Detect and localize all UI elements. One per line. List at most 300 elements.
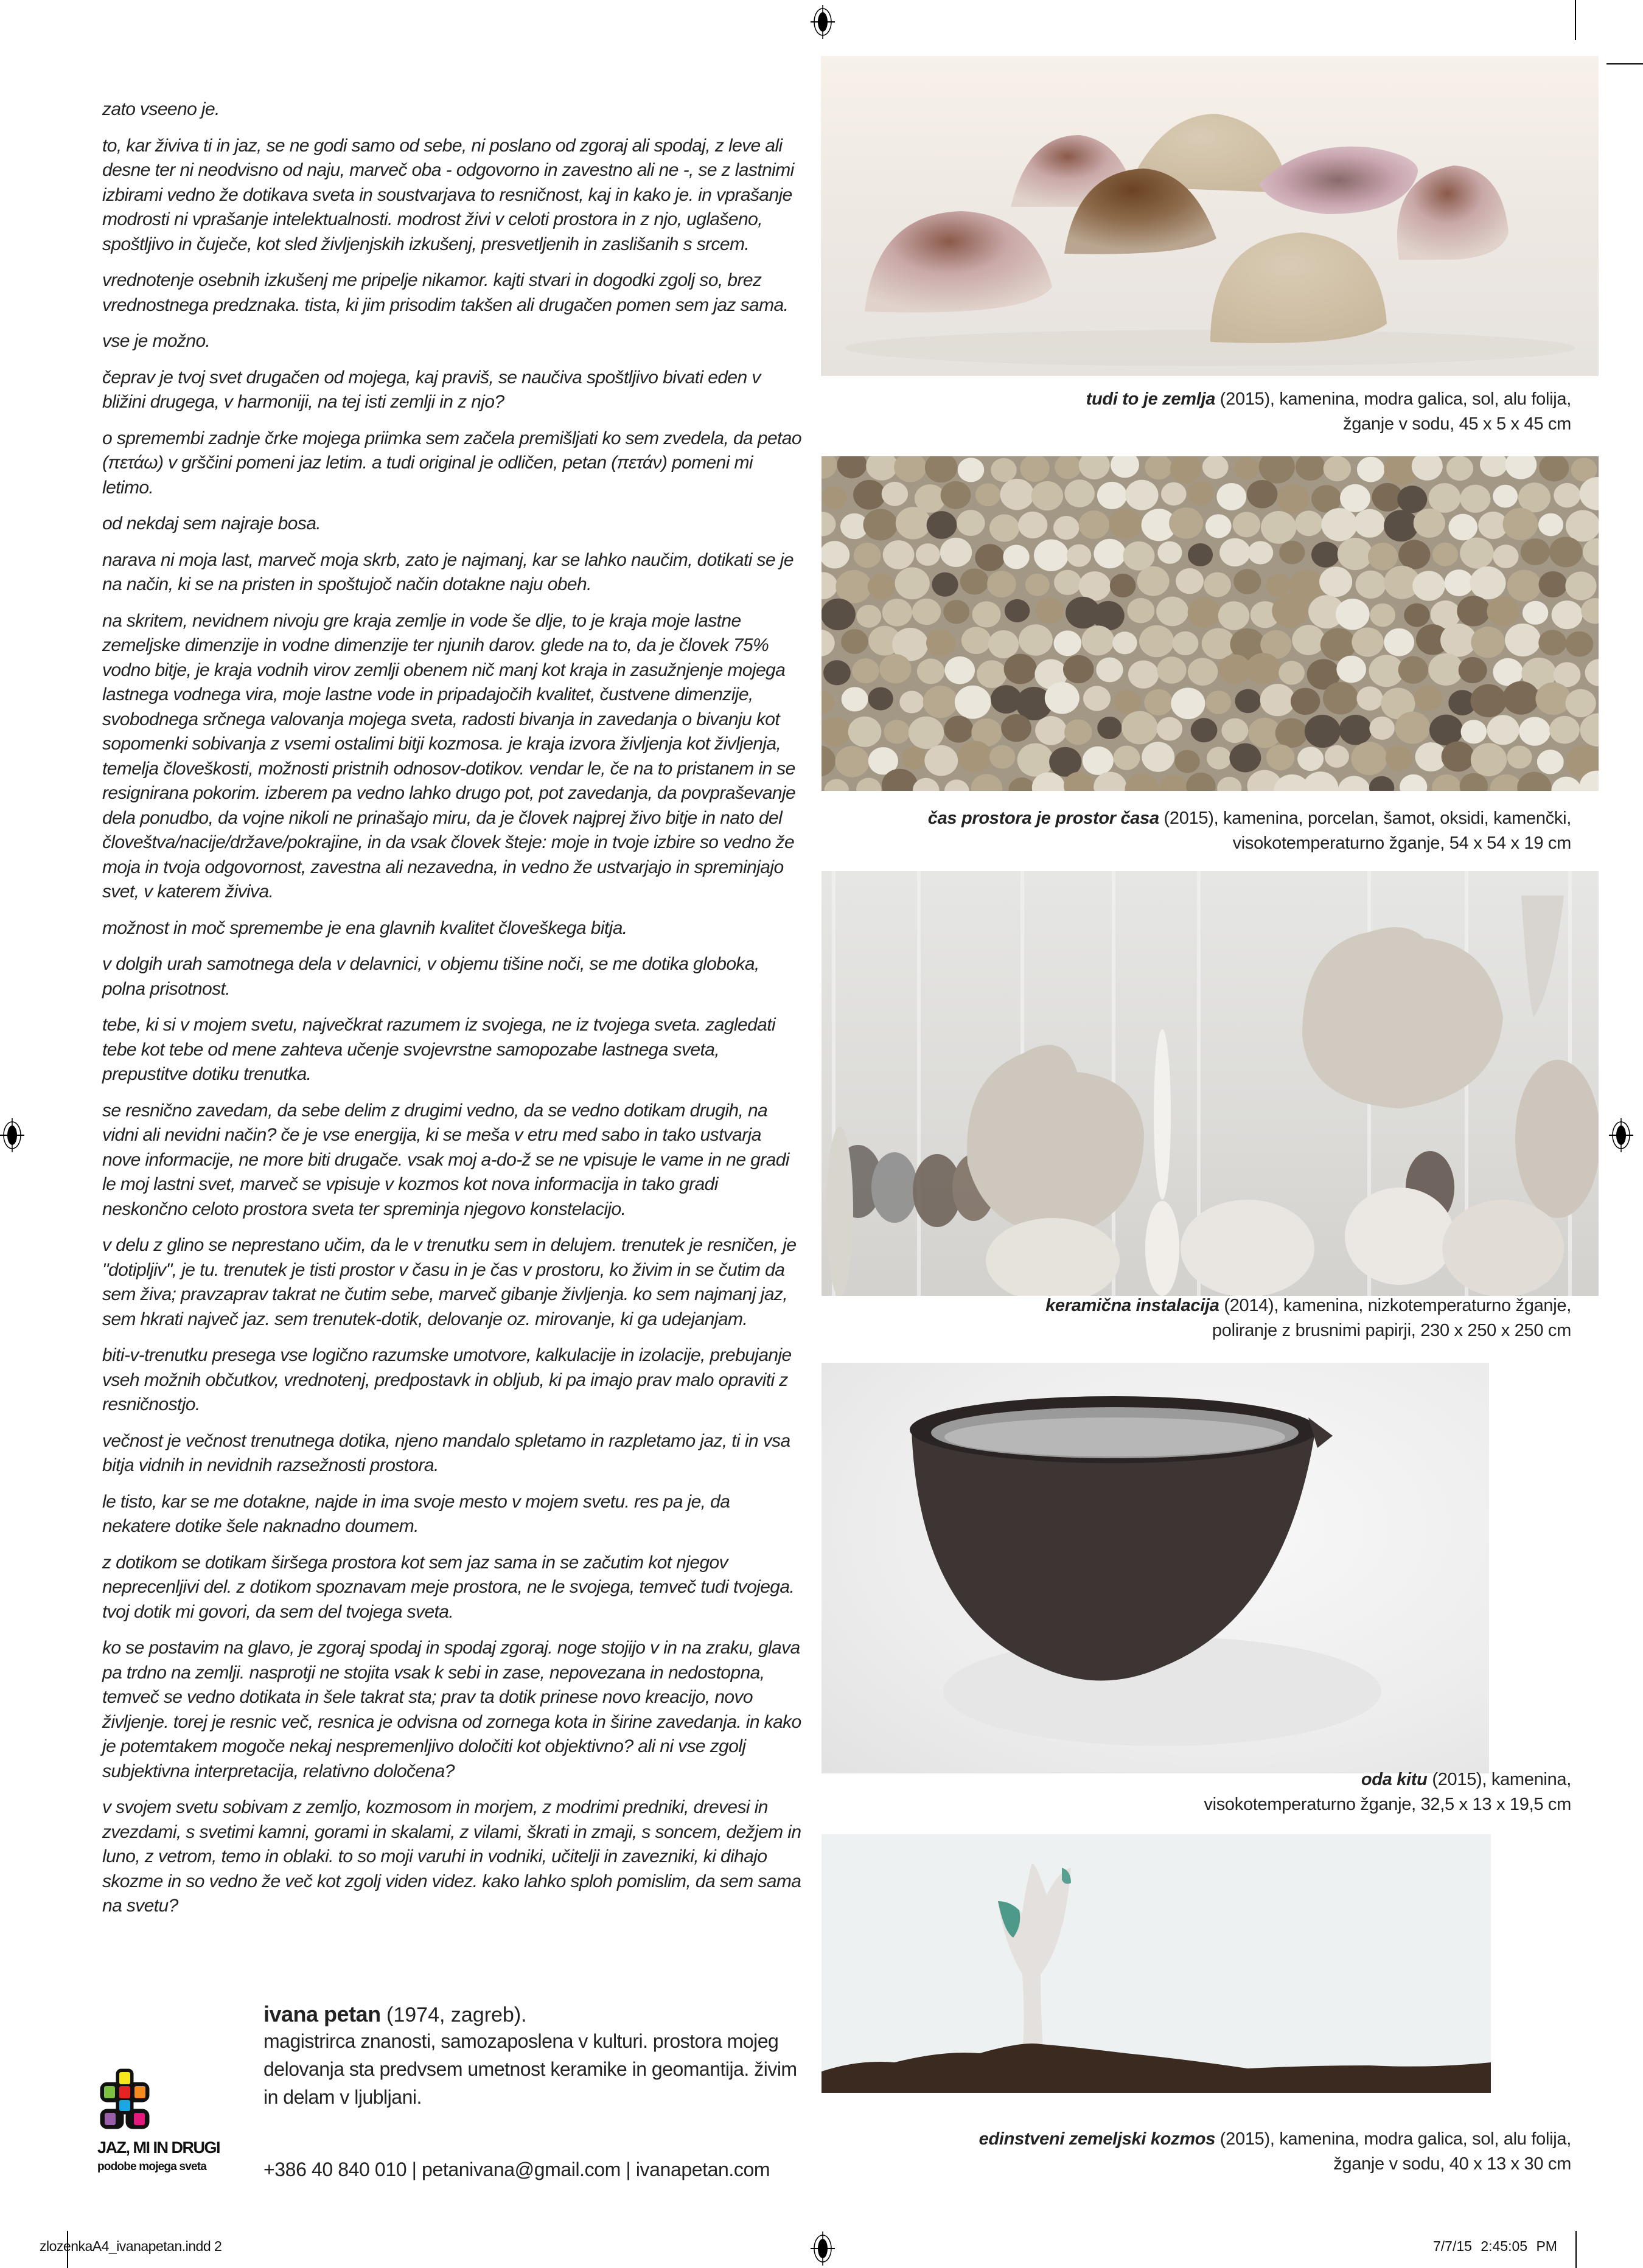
ceramic-sphere bbox=[866, 456, 898, 481]
ceramic-sphere bbox=[1083, 686, 1111, 711]
ceramic-sphere bbox=[1354, 509, 1385, 538]
artist-birth: (1974, zagreb). bbox=[380, 2003, 527, 2026]
ceramic-sphere bbox=[1338, 776, 1370, 791]
ceramic-sphere bbox=[868, 687, 893, 710]
artist-bio-text: magistrirca znanosti, samozaposlena v kulturi. prostora mojeg delovanja sta predvsem umetnost keramike in geomantija. živim in delam v ljubljani. bbox=[263, 2030, 797, 2108]
ceramic-sphere bbox=[1171, 687, 1205, 719]
ceramic-sphere bbox=[1369, 776, 1394, 791]
ceramic-sphere bbox=[1565, 572, 1596, 600]
artwork-details: (2015), kamenina, modra galica, sol, alu folija, bbox=[1215, 389, 1571, 409]
ceramic-sphere bbox=[1247, 480, 1278, 509]
ceramic-sphere bbox=[1384, 628, 1414, 656]
ceramic-sphere bbox=[822, 745, 835, 776]
ceramic-sphere bbox=[1539, 456, 1569, 481]
ceramic-sphere bbox=[1566, 510, 1599, 542]
essay-column bbox=[102, 97, 802, 1930]
ceramic-sphere bbox=[1003, 544, 1029, 569]
ceramic-sphere bbox=[856, 778, 881, 791]
email-link[interactable]: petanivana@gmail.com bbox=[422, 2158, 621, 2180]
paragraph: tebe, ki si v mojem svetu, največkrat razumem iz svojega, ne iz tvojega sveta. zagledati tebe kot tebe od mene zahteva učenje svojevrstne samopozabe lastnega sveta, prepustitve dotiku trenutka. bbox=[102, 1015, 776, 1084]
ceramic-sphere bbox=[1370, 604, 1395, 627]
ceramic-sphere bbox=[1277, 484, 1309, 514]
ceramic-sphere bbox=[1523, 601, 1548, 625]
paragraph: v dolgih urah samotnega dela v delavnici, v objemu tišine noči, se me dotika globoka, polna prisotnost. bbox=[102, 954, 759, 999]
ceramic-sphere bbox=[1471, 743, 1507, 776]
artwork-title: tudi to je zemlja bbox=[1086, 389, 1216, 409]
ceramic-sphere bbox=[1173, 631, 1199, 655]
ceramic-sphere bbox=[1412, 571, 1445, 600]
ceramic-sphere bbox=[1470, 566, 1506, 599]
paragraph: vse je možno. bbox=[102, 331, 211, 351]
ceramic-sphere bbox=[989, 514, 1019, 541]
ceramic-sphere bbox=[1235, 689, 1261, 713]
ceramic-sphere bbox=[894, 456, 926, 482]
ceramic-sphere bbox=[1549, 537, 1582, 567]
ceramic-sphere bbox=[1160, 774, 1188, 791]
contact-line bbox=[263, 2158, 770, 2181]
ceramic-sphere bbox=[1414, 685, 1442, 711]
ceramic-sphere bbox=[879, 654, 911, 683]
paragraph: večnost je večnost trenutnega dotika, njeno mandalo spletamo in razpletamo jaz, ti in vsa bitja vidnih in nevidnih razsežnosti prostora. bbox=[102, 1430, 790, 1475]
ceramic-sphere bbox=[1018, 512, 1047, 538]
ceramic-sphere bbox=[1404, 604, 1429, 627]
ceramic-sphere bbox=[1340, 484, 1370, 512]
ceramic-sphere bbox=[1470, 684, 1506, 718]
ceramic-sphere bbox=[972, 601, 1001, 627]
ceramic-sphere bbox=[1121, 711, 1157, 745]
ceramic-sphere bbox=[1357, 457, 1384, 482]
ceramic-sphere bbox=[841, 629, 868, 654]
ceramic-sphere bbox=[1169, 507, 1203, 539]
ceramic-sphere bbox=[991, 458, 1016, 482]
ceramic-sphere bbox=[884, 720, 910, 743]
ceramic-sphere bbox=[1053, 516, 1080, 540]
ceramic-sphere bbox=[883, 540, 915, 569]
ceramic-sphere bbox=[1279, 541, 1305, 565]
ceramic-sphere bbox=[1109, 509, 1143, 539]
ceramic-sphere bbox=[1260, 684, 1296, 716]
ceramic-sphere bbox=[1397, 485, 1427, 513]
ceramic-sphere bbox=[1384, 510, 1418, 541]
ceramic-sphere bbox=[1369, 717, 1395, 740]
ceramic-sphere bbox=[1067, 544, 1091, 567]
ceramic-sphere bbox=[916, 543, 940, 566]
ceramic-sphere bbox=[1031, 481, 1063, 510]
artwork-photo-ceramic-spheres bbox=[822, 456, 1599, 791]
ceramic-sphere bbox=[1356, 686, 1383, 711]
ceramic-sphere bbox=[977, 660, 1007, 688]
paragraph: vrednotenje osebnih izkušenj me pripelje nikamor. kajti stvari in dogodki zgolj so, brez vrednostnega predznaka. tista, ki jim prisodim takšen ali drugačen pomen sem jaz sama. bbox=[102, 270, 789, 315]
ceramic-sphere bbox=[822, 512, 835, 536]
ceramic-sphere bbox=[1246, 653, 1281, 684]
ceramic-sphere bbox=[988, 630, 1019, 658]
artwork-details: visokotemperaturno žganje, 54 x 54 x 19 cm bbox=[1232, 833, 1571, 853]
ceramic-sphere bbox=[960, 568, 989, 594]
logo-title: JAZ, MI IN DRUGI bbox=[97, 2138, 220, 2157]
ceramic-sphere bbox=[1580, 713, 1599, 746]
ceramic-sphere bbox=[1432, 774, 1461, 791]
paragraph: ko se postavim na glavo, je zgoraj spodaj in spodaj zgoraj. noge stojijo v in na zraku, glava pa trdno na zemlji. nasprotji ne stojita vsak k sebi in zase, nepovezana in nedostopna, temveč se vedno dotikata in šele takrat sta; prav ta dotik prinese novo kreacijo, novo življenje. torej je resnic več, resnica je odvisna od zornega kota in širine zavedanja. in kako je potemtakem mogoče nekaj nespremenljivo določiti kot objektivno? ali ni vse zgolj subjektivna interpretacija, relativno določena? bbox=[102, 1638, 801, 1781]
ceramic-sphere bbox=[1064, 720, 1092, 745]
ceramic-sphere bbox=[853, 480, 885, 510]
ceramic-sphere bbox=[822, 572, 837, 599]
installation-illustration bbox=[822, 871, 1599, 1296]
ceramic-sphere bbox=[1296, 456, 1325, 481]
ceramic-sphere bbox=[923, 686, 958, 718]
ceramic-sphere bbox=[925, 456, 957, 482]
ceramic-sphere bbox=[1248, 541, 1274, 564]
artwork-photo-shell-domes bbox=[821, 56, 1599, 376]
paragraph: z dotikom se dotikam širšega prostora kot sem jaz sama in se začutim kot njegov neprecenljivi del. z dotikom spoznavam meje prostora, ne le svojega, temveč tudi tvojega. tvoj dotik mi govori, da sem del tvojega sveta. bbox=[102, 1552, 795, 1622]
logo-square bbox=[119, 2100, 130, 2111]
ceramic-sphere bbox=[1457, 596, 1490, 626]
ceramic-spheres-illustration bbox=[822, 456, 1599, 791]
ceramic-sphere bbox=[1045, 682, 1080, 714]
ceramic-sphere bbox=[1078, 510, 1109, 539]
ceramic-sphere bbox=[1324, 456, 1351, 481]
ceramic-sphere bbox=[924, 745, 958, 776]
ceramic-sphere bbox=[1448, 514, 1477, 541]
shell-domes-illustration bbox=[821, 56, 1599, 376]
artwork-caption bbox=[1086, 387, 1571, 437]
ceramic-sphere bbox=[912, 599, 941, 625]
ceramic-sphere bbox=[882, 599, 912, 626]
ceramic-sphere bbox=[1460, 773, 1488, 791]
print-slug-timestamp: 7/7/15 2:45:05 PM bbox=[1433, 2238, 1557, 2254]
artwork-details: žganje v sodu, 45 x 5 x 45 cm bbox=[1343, 414, 1571, 434]
ceramic-sphere bbox=[1428, 483, 1460, 513]
ceramic-sphere bbox=[1005, 599, 1030, 622]
ceramic-sphere bbox=[1025, 574, 1050, 596]
ceramic-sphere bbox=[1139, 625, 1174, 658]
ceramic-sphere bbox=[957, 510, 985, 536]
ceramic-sphere bbox=[955, 686, 991, 719]
ceramic-sphere bbox=[975, 483, 1000, 506]
registration-target-icon bbox=[811, 2231, 835, 2266]
artwork-caption bbox=[979, 2127, 1571, 2177]
ceramic-sphere bbox=[1064, 479, 1095, 507]
ceramic-sphere bbox=[1054, 570, 1081, 595]
ceramic-sphere bbox=[882, 482, 908, 506]
ceramic-sphere bbox=[1503, 508, 1538, 540]
ceramic-sphere bbox=[1205, 514, 1232, 538]
ceramic-sphere bbox=[1036, 597, 1064, 624]
logo-square bbox=[134, 2086, 145, 2098]
ceramic-sphere bbox=[1398, 656, 1428, 684]
ceramic-sphere bbox=[1460, 537, 1494, 568]
ceramic-sphere bbox=[822, 541, 849, 568]
ceramic-sphere bbox=[1017, 743, 1054, 777]
artwork-details: (2015), kamenina, porcelan, šamot, oksidi, kamenčki, bbox=[1159, 809, 1571, 828]
ceramic-sphere bbox=[1581, 598, 1599, 624]
ceramic-sphere bbox=[896, 507, 931, 539]
ceramic-sphere bbox=[1503, 681, 1540, 715]
ceramic-sphere bbox=[825, 779, 849, 791]
jaz-mi-in-drugi-logo-icon bbox=[100, 2068, 150, 2129]
ceramic-sphere bbox=[1188, 543, 1213, 566]
website-link[interactable]: ivanapetan.com bbox=[635, 2158, 770, 2180]
ceramic-sphere bbox=[1261, 511, 1296, 544]
ceramic-sphere bbox=[1549, 716, 1580, 744]
ceramic-sphere bbox=[1144, 689, 1173, 715]
ceramic-sphere bbox=[1325, 745, 1349, 768]
separator: | bbox=[406, 2158, 422, 2180]
ceramic-sphere bbox=[1110, 574, 1136, 597]
ceramic-sphere bbox=[1079, 571, 1111, 600]
print-slug-filename: zlozenkaA4_ivanapetan.indd 2 bbox=[40, 2238, 222, 2254]
paragraph: biti-v-trenutku presega vse logično razumske umotvore, kalkulacije in izolacije, prebujanje vseh možnih občutkov, vrednotenj, predpostavk in obljub, ki pa imajo prav malo opraviti z resničnostjo. bbox=[102, 1345, 792, 1414]
ceramic-sphere bbox=[1186, 773, 1215, 791]
ceramic-sphere bbox=[837, 456, 867, 478]
ceramic-sphere bbox=[1339, 715, 1372, 745]
ceramic-sphere bbox=[1145, 456, 1172, 479]
ceramic-sphere bbox=[1414, 509, 1445, 538]
ceramic-sphere bbox=[1156, 597, 1188, 627]
ceramic-sphere bbox=[1538, 630, 1566, 655]
artwork-photo-sprout bbox=[822, 1834, 1491, 2093]
ceramic-sphere bbox=[1275, 718, 1308, 748]
ceramic-sphere bbox=[1583, 538, 1599, 566]
ceramic-sphere bbox=[1352, 627, 1383, 656]
ceramic-sphere bbox=[1170, 456, 1202, 484]
ceramic-sphere bbox=[1055, 456, 1081, 479]
ceramic-sphere bbox=[944, 716, 973, 743]
ceramic-sphere bbox=[1001, 714, 1031, 742]
ceramic-sphere bbox=[842, 687, 868, 711]
ceramic-sphere bbox=[932, 572, 958, 597]
ceramic-sphere bbox=[1321, 508, 1357, 541]
ceramic-sphere bbox=[944, 779, 969, 791]
ceramic-sphere bbox=[1204, 572, 1231, 597]
ceramic-sphere bbox=[1272, 594, 1308, 628]
ceramic-sphere bbox=[917, 659, 944, 684]
ceramic-sphere bbox=[1505, 456, 1537, 479]
ceramic-sphere bbox=[856, 605, 881, 628]
paragraph: le tisto, kar se me dotakne, najde in ima svoje mesto v mojem svetu. res pa je, da nekatere dotike šele naknadno doumem. bbox=[102, 1491, 730, 1536]
crop-mark-top-right-vertical bbox=[1575, 0, 1576, 40]
ceramic-sphere bbox=[822, 630, 835, 656]
ceramic-sphere bbox=[1221, 718, 1248, 743]
paragraph: narava ni moja last, marveč moja skrb, zato je najmanj, kar se lahko naučim, dotikati se je na način, ki se na pristen in spoštujoč način dotakne naju obeh. bbox=[102, 549, 794, 594]
paragraph: to, kar živiva ti in jaz, se ne godi samo od sebe, ni poslano od zgoraj ali spodaj, z leve ali desne ter ni neodvisno od naju, marveč oba - odgovorno in zavestno ali ne -, se z lastnimi izbirami vedno že dotikava sveta in soustvarjava to resničnost, kaj in kako je. in vprašanje modrosti ni vprašanje intelektualnosti. modrost živi v celoti prostora in z njo, uglašeno, spoštljivo in čuječe, kot sled življenjskih izkušenj, presvetljenih in zaslišanih s srcem. bbox=[102, 135, 794, 254]
phone-number[interactable]: +386 40 840 010 bbox=[263, 2158, 407, 2180]
ceramic-sphere bbox=[971, 774, 1003, 791]
artwork-caption bbox=[1204, 1767, 1571, 1817]
ceramic-sphere bbox=[1266, 574, 1291, 596]
logo-square bbox=[119, 2072, 130, 2084]
ceramic-sphere bbox=[1400, 774, 1427, 791]
ceramic-sphere bbox=[1517, 772, 1551, 791]
ceramic-sphere bbox=[1202, 456, 1229, 479]
ceramic-sphere bbox=[835, 570, 871, 604]
ceramic-sphere bbox=[1538, 513, 1563, 537]
artwork-details: (2015), kamenina, modra galica, sol, alu folija, bbox=[1215, 2129, 1571, 2149]
ceramic-sphere bbox=[1445, 569, 1474, 596]
ceramic-sphere bbox=[1429, 715, 1463, 746]
ceramic-sphere bbox=[1386, 745, 1413, 770]
ceramic-sphere bbox=[1580, 477, 1599, 510]
artwork-details: visokotemperaturno žganje, 32,5 x 13 x 19,5 cm bbox=[1204, 1795, 1571, 1814]
ceramic-sphere bbox=[1278, 661, 1305, 684]
artwork-details: (2015), kamenina, bbox=[1427, 1770, 1571, 1789]
ceramic-sphere bbox=[1446, 456, 1473, 481]
ceramic-sphere bbox=[1142, 742, 1174, 772]
ceramic-sphere bbox=[1336, 656, 1366, 683]
crop-mark-top-right-horizontal bbox=[1606, 63, 1643, 64]
ceramic-sphere bbox=[1054, 630, 1082, 656]
ceramic-sphere bbox=[1063, 655, 1094, 683]
ceramic-sphere bbox=[961, 627, 991, 654]
ceramic-sphere bbox=[863, 509, 898, 540]
ceramic-sphere bbox=[1295, 510, 1323, 536]
artist-name: ivana petan bbox=[263, 2002, 381, 2026]
ceramic-sphere bbox=[1505, 624, 1541, 656]
logo-square bbox=[134, 2113, 145, 2125]
paragraph: zato vseeno je. bbox=[102, 99, 220, 119]
ceramic-sphere bbox=[1019, 624, 1053, 655]
ceramic-sphere bbox=[927, 511, 957, 539]
ceramic-sphere bbox=[1507, 570, 1542, 602]
ceramic-sphere bbox=[1035, 716, 1067, 745]
ceramic-sphere bbox=[1097, 717, 1121, 739]
ceramic-sphere bbox=[1537, 750, 1564, 774]
ceramic-sphere bbox=[1176, 568, 1204, 594]
ceramic-sphere bbox=[1233, 512, 1261, 537]
ceramic-sphere bbox=[822, 456, 837, 479]
ceramic-sphere bbox=[909, 717, 944, 750]
artwork-details: (2014), kamenina, nizkotemperaturno žganje, bbox=[1219, 1296, 1571, 1315]
ceramic-sphere bbox=[1535, 683, 1571, 715]
ceramic-sphere bbox=[848, 717, 882, 747]
ceramic-sphere bbox=[1137, 566, 1170, 596]
ceramic-sphere bbox=[1552, 600, 1583, 629]
ceramic-sphere bbox=[1493, 544, 1519, 568]
ceramic-sphere bbox=[822, 486, 846, 509]
paragraph: se resnično zavedam, da sebe delim z drugimi vedno, da se vedno dotikam drugih, na vidni ali nevidni način? če je vse energija, ki se meša v etru med sabo in tako ustvarja nove informacije, ne more biti drugače. vsak moj a-do-ž se ne vpisuje le vame in ne gradi le moj lastni svet, marveč se vpisuje v kozmos kot nova informacija in tako gradi neskončno celoto prostora sveta ter spreminja njegovo konstelacijo. bbox=[102, 1100, 789, 1219]
ceramic-sphere bbox=[1233, 569, 1261, 594]
ceramic-sphere bbox=[1291, 688, 1320, 715]
artwork-details: žganje v sodu, 40 x 13 x 30 cm bbox=[1333, 2154, 1571, 2174]
ceramic-sphere bbox=[1487, 715, 1519, 745]
ceramic-sphere bbox=[1480, 456, 1507, 477]
ceramic-sphere bbox=[1217, 777, 1241, 791]
paragraph: o spremembi zadnje črke mojega priimka sem začela premišljati ko sem zvedela, da petao (πετάω) v grščini pomeni jaz letim. a tudi original je odličen, petan (πετάν) pomeni mi letimo. bbox=[102, 428, 801, 498]
ceramic-sphere bbox=[1174, 750, 1199, 773]
ceramic-sphere bbox=[1034, 539, 1069, 571]
ceramic-sphere bbox=[1323, 682, 1358, 714]
ceramic-sphere bbox=[1125, 773, 1160, 791]
ceramic-sphere bbox=[1395, 712, 1430, 744]
ceramic-sphere bbox=[1336, 599, 1370, 630]
artwork-title: čas prostora je prostor časa bbox=[927, 809, 1159, 828]
ceramic-sphere bbox=[868, 574, 896, 599]
ceramic-sphere bbox=[899, 690, 924, 713]
logo-square bbox=[104, 2086, 115, 2098]
artwork-title: keramična instalacija bbox=[1045, 1296, 1219, 1315]
ceramic-sphere bbox=[902, 746, 927, 770]
ceramic-sphere bbox=[926, 630, 955, 657]
ceramic-sphere bbox=[895, 567, 929, 599]
ceramic-sphere bbox=[1114, 745, 1140, 770]
logo-square bbox=[119, 2086, 130, 2098]
paragraph: možnost in moč spremembe je ena glavnih kvalitet človeškega bitja. bbox=[102, 917, 627, 938]
ceramic-sphere bbox=[1338, 538, 1373, 570]
ceramic-sphere bbox=[1094, 539, 1126, 568]
ceramic-sphere bbox=[1432, 543, 1458, 566]
ceramic-sphere bbox=[1161, 482, 1187, 506]
registration-target-icon bbox=[811, 5, 835, 39]
ceramic-sphere bbox=[1229, 743, 1261, 773]
ceramic-sphere bbox=[1428, 653, 1463, 686]
ceramic-sphere bbox=[1083, 746, 1114, 775]
ceramic-sphere bbox=[1125, 480, 1158, 510]
artwork-title: oda kitu bbox=[1361, 1770, 1428, 1789]
paragraph: v delu z glino se neprestano učim, da le v trenutku sem in delujem. trenutek je resničen, je "dotipljiv", je tu. trenutek je tisti prostor v času in je čas v prostoru, ko živim in se čutim da sem živa; pravzaprav takrat ne čutim sebe, marveč gibanje življenja. ko sem najmanj jaz, sem hkrati največ jaz. sem trenutek-dotik, delovanje oz. mirovanje, ki ga udejanjam. bbox=[102, 1235, 797, 1329]
ceramic-sphere bbox=[1351, 742, 1387, 775]
ceramic-sphere bbox=[1493, 485, 1518, 508]
ceramic-sphere bbox=[823, 660, 851, 685]
ceramic-sphere bbox=[1219, 538, 1251, 567]
bowl-illustration bbox=[822, 1363, 1489, 1773]
ceramic-sphere bbox=[1008, 777, 1035, 791]
ceramic-sphere bbox=[1460, 485, 1490, 513]
logo-subtitle: podobe mojega sveta bbox=[97, 2160, 207, 2173]
registration-target-icon bbox=[1609, 1118, 1633, 1152]
ceramic-sphere bbox=[1000, 479, 1034, 510]
ceramic-sphere bbox=[1471, 627, 1505, 658]
ceramic-sphere bbox=[944, 656, 975, 684]
ceramic-sphere bbox=[1111, 456, 1139, 478]
ceramic-sphere bbox=[1259, 456, 1295, 484]
ceramic-sphere bbox=[1127, 598, 1154, 623]
ceramic-sphere bbox=[1539, 571, 1568, 597]
crop-mark-bottom-right-vertical bbox=[1575, 2231, 1577, 2268]
ceramic-sphere bbox=[958, 457, 985, 482]
ceramic-sphere bbox=[854, 543, 881, 568]
artwork-title: edinstveni zemeljski kozmos bbox=[978, 2129, 1216, 2149]
logo-square bbox=[105, 2113, 116, 2125]
paragraph: v svojem svetu sobivam z zemljo, kozmosom in morjem, z modrimi predniki, drevesi in zvezdami, s svetimi kamni, gorami in skalami, z vilami, škrati in zmaji, s soncem, dežjem in luno, z vetrom, temo in oblaki. to so moji varuhi in vodniki, učitelji in zavezniki, ki dihajo skozme in so vedno že več kot zgolj viden videz. kako lahko sploh pomislim, da sem sama na svetu? bbox=[102, 1797, 801, 1916]
ceramic-sphere bbox=[1319, 566, 1352, 597]
ceramic-sphere bbox=[940, 538, 972, 567]
artist-bio bbox=[263, 2002, 811, 2111]
ceramic-sphere bbox=[1459, 657, 1487, 683]
ceramic-sphere bbox=[1157, 717, 1182, 741]
ceramic-sphere bbox=[1368, 543, 1398, 570]
ceramic-sphere bbox=[1004, 654, 1037, 684]
ceramic-sphere bbox=[1218, 601, 1250, 630]
ceramic-sphere bbox=[958, 741, 992, 772]
artwork-photo-bowl bbox=[822, 1363, 1489, 1773]
ceramic-sphere bbox=[852, 658, 879, 683]
ceramic-sphere bbox=[1079, 456, 1110, 479]
ceramic-sphere bbox=[1507, 746, 1532, 769]
ceramic-sphere bbox=[1114, 690, 1140, 715]
paragraph: od nekdaj sem najraje bosa. bbox=[102, 513, 321, 534]
ceramic-sphere bbox=[1123, 541, 1154, 571]
ceramic-sphere bbox=[1157, 541, 1182, 564]
ceramic-sphere bbox=[989, 745, 1015, 769]
ceramic-sphere bbox=[1305, 715, 1341, 748]
ceramic-sphere bbox=[1303, 771, 1339, 791]
artwork-caption bbox=[1045, 1293, 1571, 1343]
ceramic-sphere bbox=[1292, 625, 1325, 655]
artwork-caption bbox=[928, 806, 1571, 856]
paragraph: čeprav je tvoj svet drugačen od mojega, kaj praviš, se naučiva spoštljivo bivati eden v bližini drugega, v harmoniji, na tej isti zemlji in z njo? bbox=[102, 367, 761, 412]
ceramic-sphere bbox=[1519, 717, 1551, 745]
ceramic-sphere bbox=[1188, 597, 1221, 628]
ceramic-sphere bbox=[1398, 540, 1430, 569]
